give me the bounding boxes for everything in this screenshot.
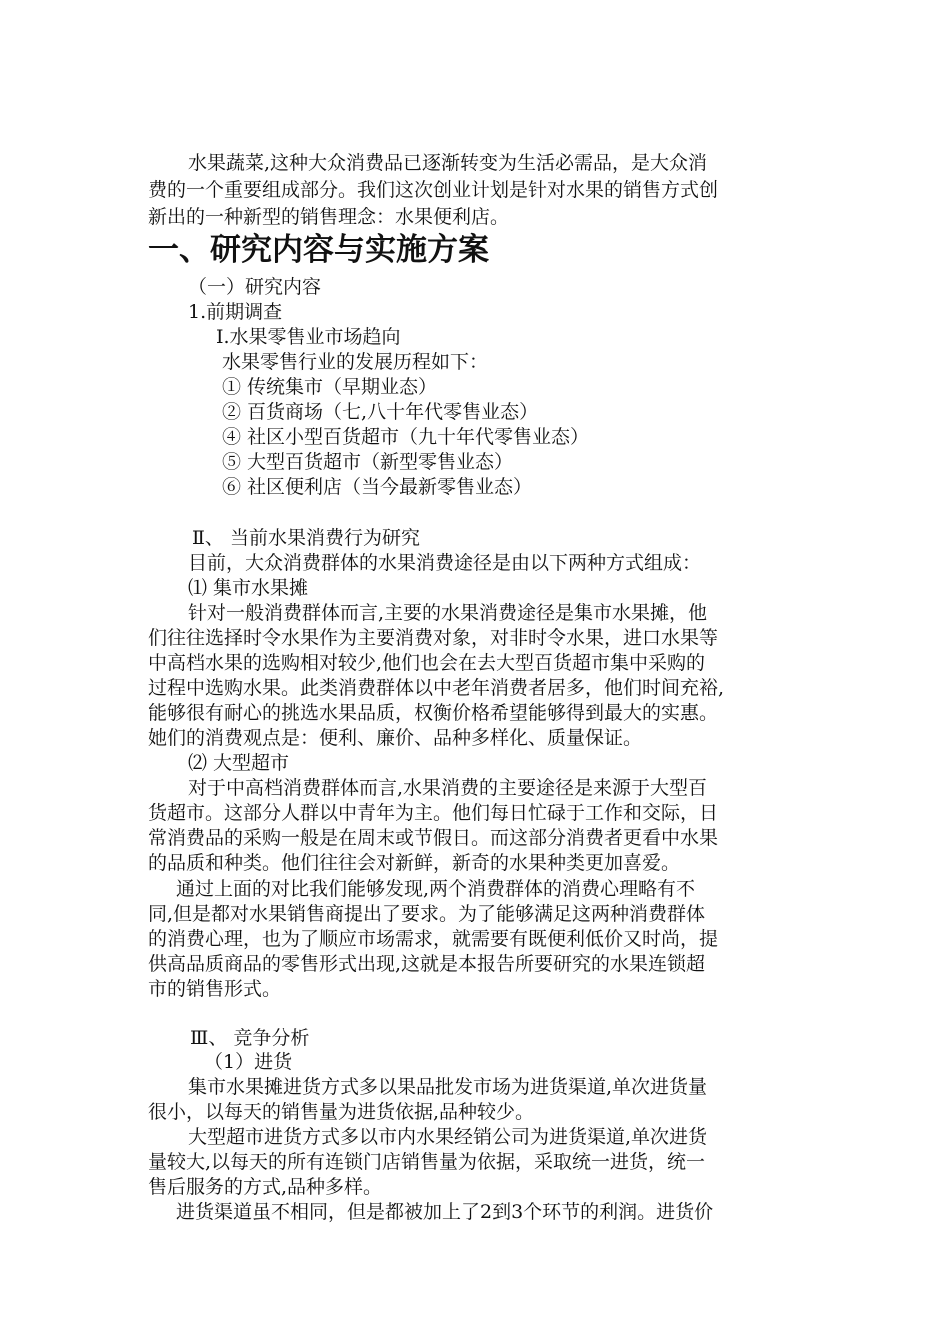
section-heading: 一、研究内容与实施方案 <box>148 232 489 268</box>
purchase-market-line-2: 很小，以每天的销售量为进货依据,品种较少。 <box>148 1101 535 1123</box>
way1-line-3: 中高档水果的选购相对较少,他们也会在去大型百货超市集中采购的 <box>148 652 706 674</box>
part2-intro: 目前，大众消费群体的水果消费途径是由以下两种方式组成： <box>188 552 702 574</box>
way1-title: ⑴ 集市水果摊 <box>188 577 309 599</box>
subsection-title: （一）研究内容 <box>188 276 322 298</box>
purchase-super-line-3: 售后服务的方式,品种多样。 <box>148 1176 383 1198</box>
purchase-title: （1）进货 <box>204 1051 293 1073</box>
comparison-line-1: 通过上面的对比我们能够发现,两个消费群体的消费心理略有不 <box>176 878 696 900</box>
way2-line-4: 的品质和种类。他们往往会对新鲜，新奇的水果种类更加喜爱。 <box>148 852 681 874</box>
stage-item: ⑤ 大型百货超市（新型零售业态） <box>222 451 514 473</box>
comparison-line-2: 同,但是都对水果销售商提出了要求。为了能够满足这两种消费群体 <box>148 903 706 925</box>
way2-title: ⑵ 大型超市 <box>188 752 290 774</box>
purchase-super-line-1: 大型超市进货方式多以市内水果经销公司为进货渠道,单次进货 <box>188 1126 708 1148</box>
way1-line-2: 们往往选择时令水果作为主要消费对象，对非时令水果，进口水果等 <box>148 627 719 649</box>
intro-line-3: 新出的一种新型的销售理念：水果便利店。 <box>148 206 510 228</box>
way2-line-1: 对于中高档消费群体而言,水果消费的主要途径是来源于大型百 <box>188 777 708 799</box>
way1-line-1: 针对一般消费群体而言,主要的水果消费途径是集市水果摊，他 <box>188 602 708 624</box>
intro-line-1: 水果蔬菜,这种大众消费品已逐渐转变为生活必需品，是大众消 <box>188 152 708 174</box>
stage-item: ① 传统集市（早期业态） <box>222 376 438 398</box>
way1-line-5: 能够很有耐心的挑选水果品质，权衡价格希望能够得到最大的实惠。 <box>148 702 719 724</box>
stage-item: ⑥ 社区便利店（当今最新零售业态） <box>222 476 533 498</box>
part1-title: Ⅰ.水果零售业市场趋向 <box>216 326 401 348</box>
comparison-line-5: 市的销售形式。 <box>148 978 282 1000</box>
stage-item: ② 百货商场（七,八十年代零售业态） <box>222 401 539 423</box>
part3-title: Ⅲ、 竞争分析 <box>190 1027 310 1049</box>
stage-item: ④ 社区小型百货超市（九十年代零售业态） <box>222 426 590 448</box>
part2-title: Ⅱ、 当前水果消费行为研究 <box>192 527 420 549</box>
purchase-end-line: 进货渠道虽不相同，但是都被加上了2到3个环节的利润。进货价 <box>176 1201 714 1223</box>
purchase-market-line-1: 集市水果摊进货方式多以果品批发市场为进货渠道,单次进货量 <box>188 1076 708 1098</box>
comparison-line-4: 供高品质商品的零售形式出现,这就是本报告所要研究的水果连锁超 <box>148 953 706 975</box>
way1-line-4: 过程中选购水果。此类消费群体以中老年消费者居多，他们时间充裕, <box>148 677 725 699</box>
way2-line-3: 常消费品的采购一般是在周末或节假日。而这部分消费者更看中水果 <box>148 827 719 849</box>
intro-line-2: 费的一个重要组成部分。我们这次创业计划是针对水果的销售方式创 <box>148 179 719 201</box>
part1-intro: 水果零售行业的发展历程如下： <box>222 351 489 373</box>
item-title: 1.前期调查 <box>188 301 283 323</box>
way1-line-6: 她们的消费观点是：便利、廉价、品种多样化、质量保证。 <box>148 727 643 749</box>
comparison-line-3: 的消费心理，也为了顺应市场需求，就需要有既便利低价又时尚，提 <box>148 928 719 950</box>
way2-line-2: 货超市。这部分人群以中青年为主。他们每日忙碌于工作和交际，日 <box>148 802 719 824</box>
purchase-super-line-2: 量较大,以每天的所有连锁门店销售量为依据，采取统一进货，统一 <box>148 1151 706 1173</box>
